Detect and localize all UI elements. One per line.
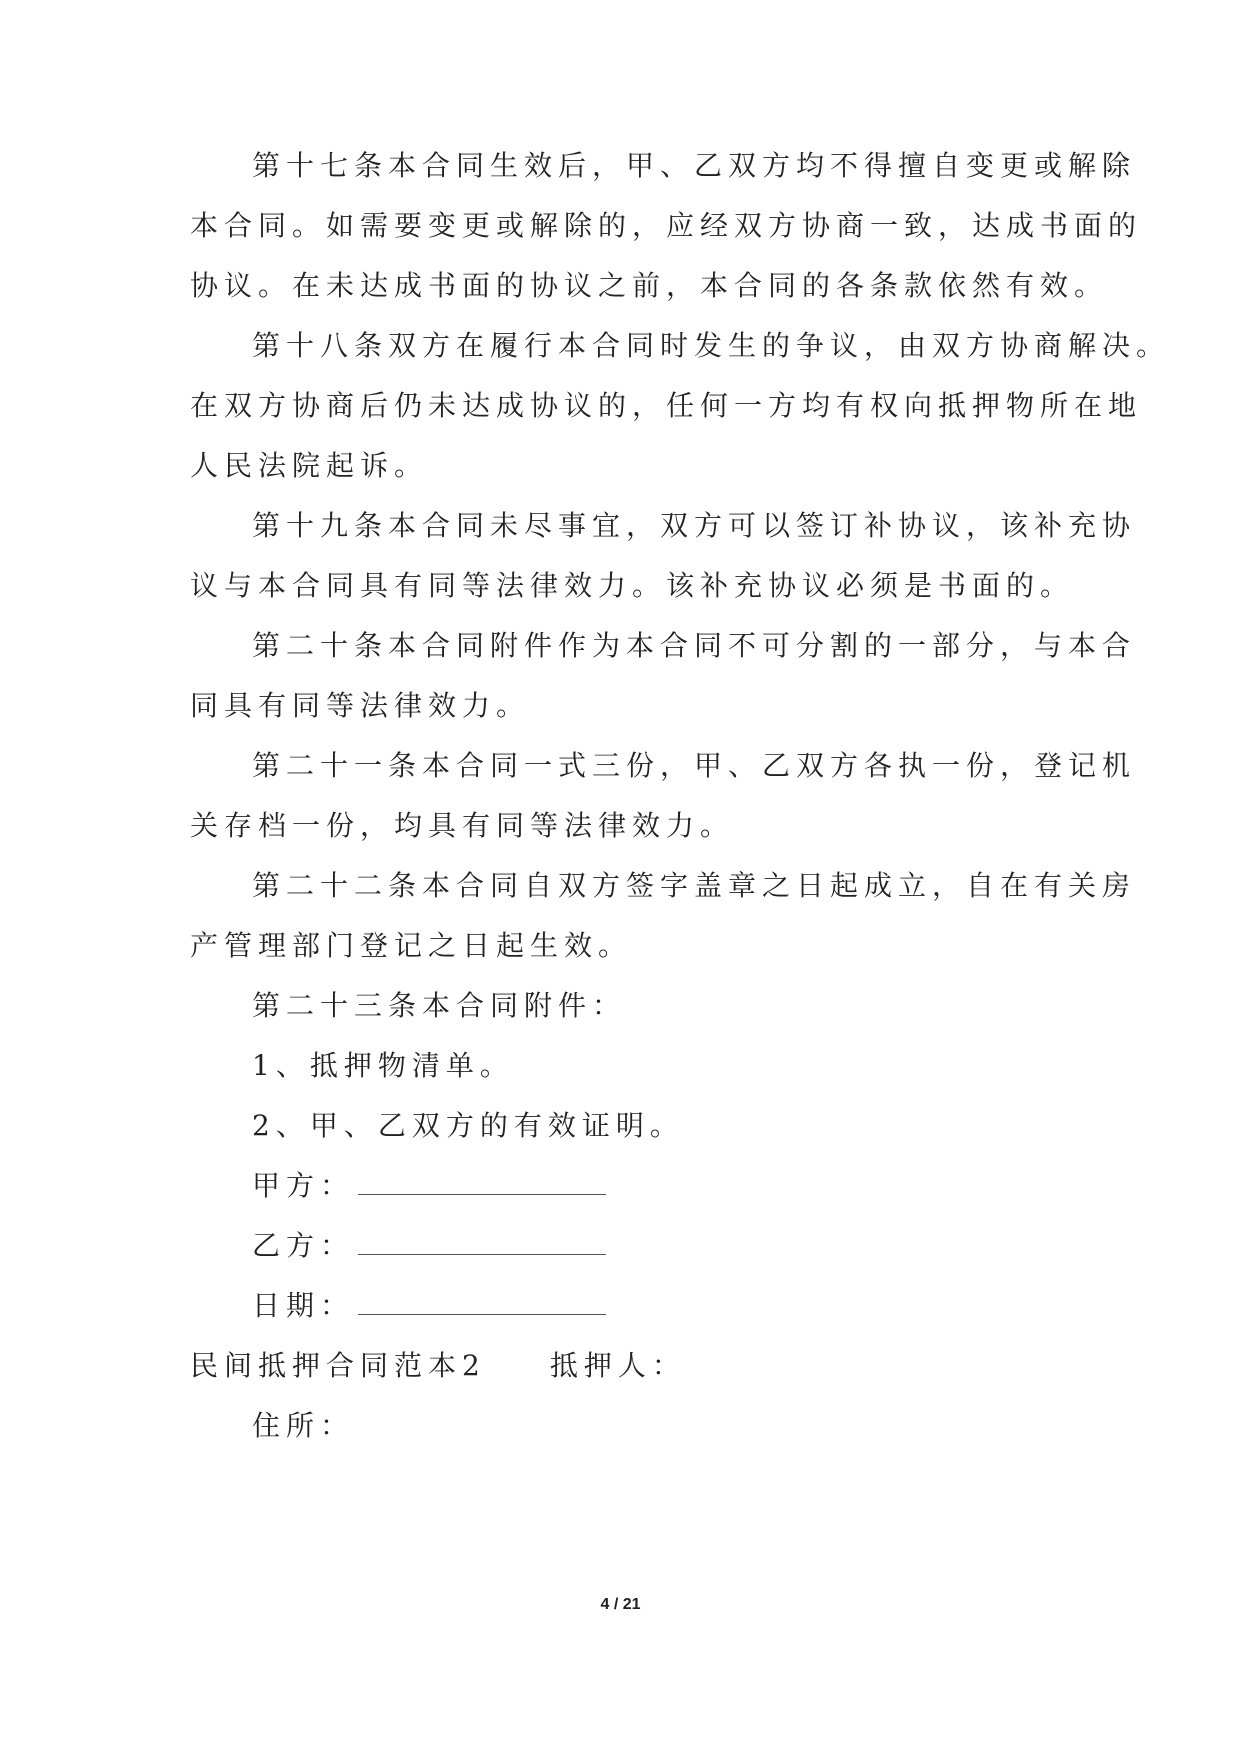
- paragraph-line: 关存档一份，均具有同等法律效力。: [190, 809, 735, 842]
- list-item: 2、甲、乙双方的有效证明。: [252, 1109, 684, 1142]
- party-a-label: 甲方：: [252, 1169, 355, 1202]
- paragraph-line: 第十八条双方在履行本合同时发生的争议，由双方协商解决。: [252, 329, 1171, 362]
- section-title: 民间抵押合同范本2: [190, 1349, 486, 1382]
- page-number: 4 / 21: [600, 1596, 641, 1613]
- party-a-blank: [358, 1172, 606, 1195]
- signature-row-date: [252, 1286, 606, 1326]
- paragraph-line: 本合同。如需要变更或解除的，应经双方协商一致，达成书面的: [190, 209, 1143, 242]
- next-section-heading: [190, 1346, 686, 1386]
- list-item: 1、抵押物清单。: [252, 1049, 514, 1082]
- signature-row-party-b: [252, 1226, 606, 1266]
- paragraph-line: 第十七条本合同生效后，甲、乙双方均不得擅自变更或解除: [252, 149, 1137, 182]
- party-b-label: 乙方：: [252, 1229, 355, 1262]
- date-blank: [358, 1292, 606, 1315]
- paragraph-line: 第十九条本合同未尽事宜，双方可以签订补协议，该补充协: [252, 509, 1137, 542]
- paragraph-line: 第二十二条本合同自双方签字盖章之日起成立，自在有关房: [252, 869, 1137, 902]
- address-line: 住所：: [252, 1409, 355, 1442]
- paragraph-line: 第二十条本合同附件作为本合同不可分割的一部分，与本合: [252, 629, 1137, 662]
- signature-row-party-a: [252, 1166, 606, 1206]
- paragraph-line: 人民法院起诉。: [190, 449, 429, 482]
- party-b-blank: [358, 1232, 606, 1255]
- paragraph-line: 第二十三条本合同附件：: [252, 989, 627, 1022]
- paragraph-line: 产管理部门登记之日起生效。: [190, 929, 633, 962]
- mortgagor-label: 抵押人：: [549, 1349, 686, 1382]
- paragraph-line: 议与本合同具有同等法律效力。该补充协议必须是书面的。: [190, 569, 1075, 602]
- paragraph-line: 同具有同等法律效力。: [190, 689, 531, 722]
- paragraph-line: 协议。在未达成书面的协议之前，本合同的各条款依然有效。: [190, 269, 1109, 302]
- paragraph-line: 第二十一条本合同一式三份，甲、乙双方各执一份，登记机: [252, 749, 1137, 782]
- paragraph-line: 在双方协商后仍未达成协议的，任何一方均有权向抵押物所在地: [190, 389, 1143, 422]
- date-label: 日期：: [252, 1289, 355, 1322]
